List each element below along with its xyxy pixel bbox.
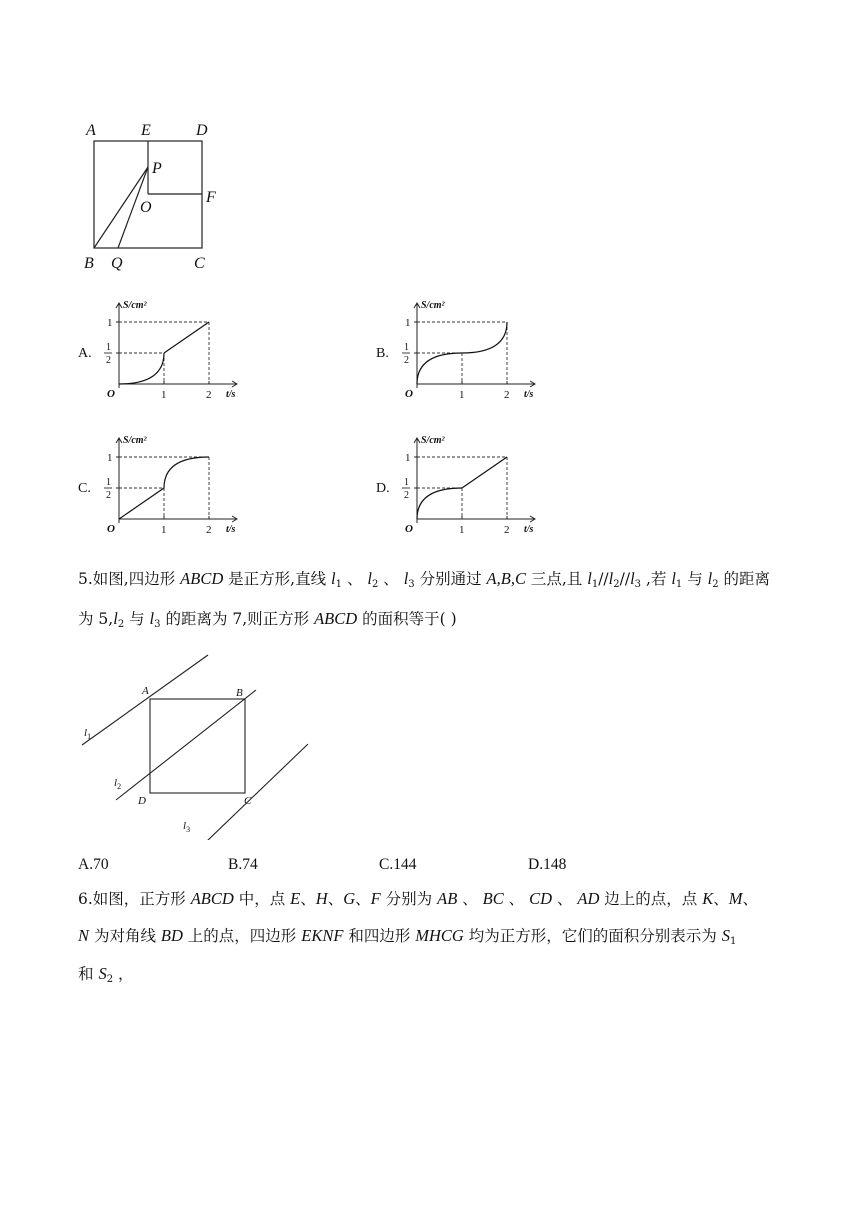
q5-label-l1: $l_1$ [84, 727, 92, 741]
y-axis-label: S/cm² [123, 300, 147, 311]
tick-label-y-half-num: 1 [404, 477, 409, 488]
origin-label: O [405, 523, 413, 535]
graph-svg [374, 296, 554, 406]
q5-label-c: C [244, 795, 252, 807]
label-c: C [194, 255, 205, 272]
tick-label-x-two: 2 [206, 389, 212, 401]
figure-parallel-lines-square [76, 650, 316, 840]
tick-label-x-one: 1 [161, 524, 167, 536]
curve-segment-1 [417, 488, 462, 519]
tick-label-y-half-den: 2 [404, 355, 409, 366]
tick-label-y-one: 1 [107, 317, 113, 329]
option-b[interactable]: B.74 [228, 856, 258, 873]
axes [414, 303, 535, 388]
line-l1 [82, 655, 208, 745]
tick-label-x-one: 1 [459, 389, 465, 401]
curve-segment-1 [119, 353, 164, 384]
label-p: P [152, 160, 162, 177]
option-label: B. [376, 346, 389, 361]
graph-option-a [76, 296, 256, 406]
tick-label-x-one: 1 [459, 524, 465, 536]
q5-label-a: A [142, 685, 149, 697]
origin-label: O [107, 388, 115, 400]
label-f: F [206, 189, 216, 206]
label-a: A [86, 122, 96, 139]
option-c[interactable]: C.144 [379, 856, 417, 873]
y-axis-label: S/cm² [123, 435, 147, 446]
curve-segment-1 [119, 488, 164, 519]
option-label: C. [78, 481, 91, 496]
graph-svg [374, 431, 554, 541]
graph-option-c [76, 431, 256, 541]
tick-label-y-half-den: 2 [106, 490, 111, 501]
curve-segment-2 [462, 457, 507, 488]
question-5-line-2: 为 $5,l_2$ 与 $l_3$ 的距离为 7,则正方形 ABCD 的面积等于( ) [78, 609, 457, 630]
q5-label-l3: $l_3$ [183, 820, 191, 834]
question-5-line-1: 5.如图,四边形 ABCD 是正方形,直线 $l_1$ 、 $l_2$ 、 $l_3$ 分别通过 A,B,C 三点,且 $l_1//l_2//l_3$ ,若 $l_1$ 与 $l_2$ 的距离 [78, 569, 771, 590]
graph-svg [76, 431, 256, 541]
square-abcd-q5 [150, 699, 245, 793]
curve-segment-1 [417, 353, 462, 384]
origin-label: O [405, 388, 413, 400]
x-axis-label: t/s [226, 389, 236, 400]
label-o: O [140, 199, 152, 216]
q5-label-d: D [138, 795, 146, 807]
tick-label-y-one: 1 [107, 452, 113, 464]
y-axis-label: S/cm² [421, 300, 445, 311]
curve-segment-2 [462, 322, 507, 353]
line-l3 [206, 744, 308, 840]
tick-label-x-one: 1 [161, 389, 167, 401]
label-d: D [196, 122, 208, 139]
graph-option-b [374, 296, 554, 406]
option-a[interactable]: A.70 [78, 856, 109, 873]
y-axis-label: S/cm² [421, 435, 445, 446]
curve-segment-2 [164, 457, 209, 488]
axes [116, 303, 237, 388]
label-b: B [84, 255, 94, 272]
question-6-line-3: 和 $S_2$ ， [78, 964, 134, 985]
graph-svg [76, 296, 256, 406]
axes [414, 438, 535, 523]
option-d[interactable]: D.148 [528, 856, 567, 873]
tick-label-x-two: 2 [504, 524, 510, 536]
tick-label-y-half-num: 1 [106, 342, 111, 353]
line-l2 [116, 690, 256, 800]
tick-label-y-half-num: 1 [404, 342, 409, 353]
tick-label-y-one: 1 [405, 452, 411, 464]
origin-label: O [107, 523, 115, 535]
option-label: A. [78, 346, 92, 361]
tick-label-y-half-num: 1 [106, 477, 111, 488]
tick-label-y-half-den: 2 [404, 490, 409, 501]
axes [116, 438, 237, 523]
question-5-options [78, 850, 778, 880]
tick-label-y-one: 1 [405, 317, 411, 329]
q5-label-b: B [236, 687, 243, 699]
x-axis-label: t/s [226, 524, 236, 535]
label-q: Q [111, 255, 123, 272]
curve-segment-2 [164, 322, 209, 353]
x-axis-label: t/s [524, 389, 534, 400]
question-6-line-2: N 为对角线 BD 上的点，四边形 EKNF 和四边形 MHCG 均为正方形，它们的面积分别表示为 $S_1$ [78, 926, 737, 947]
question-6-line-1: 6.如图，正方形 ABCD 中，点 E、H、G、F 分别为 AB 、 BC 、 CD 、 AD 边上的点，点 K、M、 [78, 889, 759, 908]
tick-label-x-two: 2 [206, 524, 212, 536]
q5-label-l2: $l_2$ [114, 777, 122, 791]
tick-label-y-half-den: 2 [106, 355, 111, 366]
tick-label-x-two: 2 [504, 389, 510, 401]
figure-square-pq [80, 118, 230, 274]
graph-option-d [374, 431, 554, 541]
label-e: E [141, 122, 151, 139]
option-label: D. [376, 481, 390, 496]
x-axis-label: t/s [524, 524, 534, 535]
